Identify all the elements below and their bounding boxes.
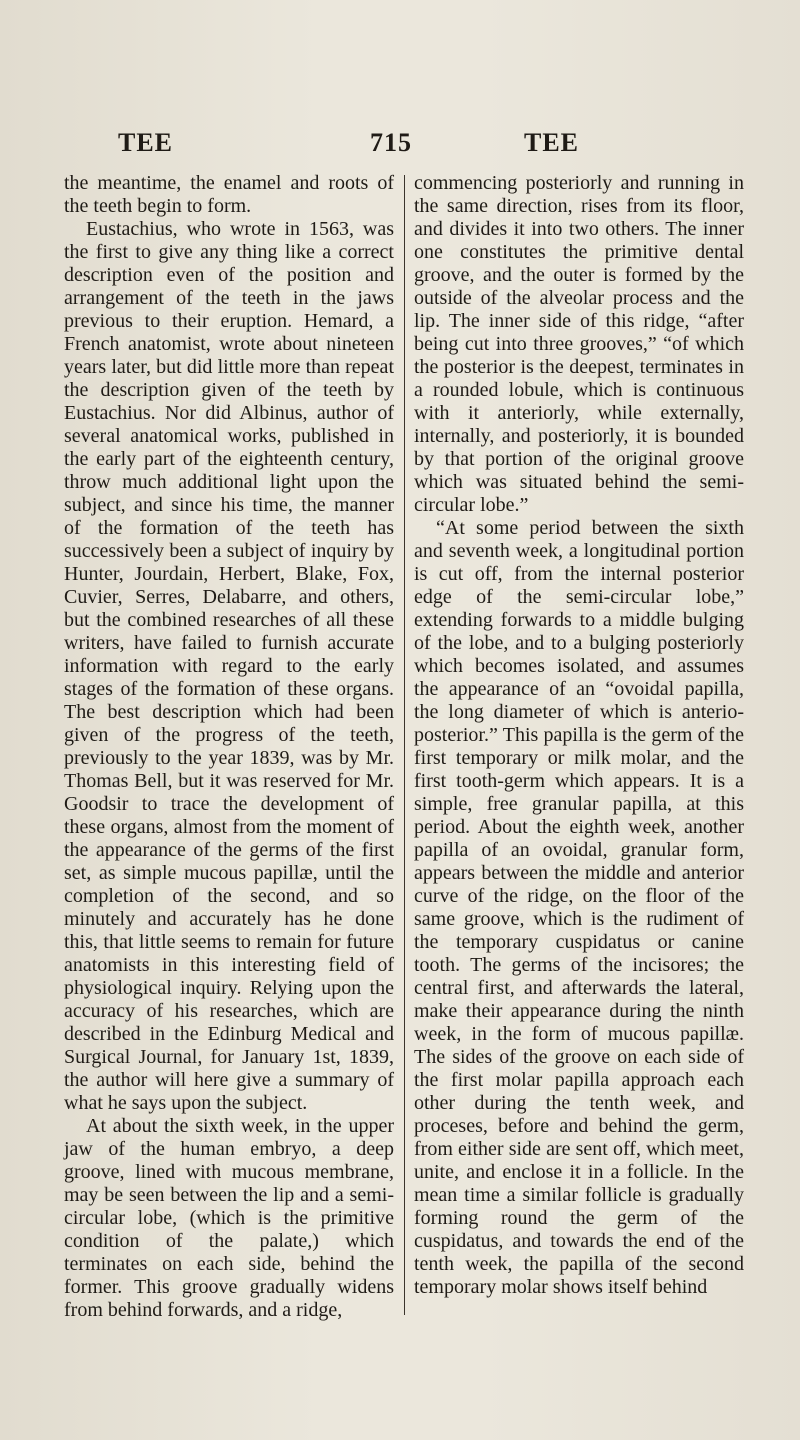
right-paragraph-1: commencing posteriorly and running in the same direction, rises from its floor, and divides it into two others. The inner one constitutes the primitive dental groove, and the outer is formed by the outside of the alveolar process and the lip. The inner side of this ridge, “after being cut into three grooves,” “of which the posterior is the deepest, terminates in a rounded lobule, which is continuous with it anteriorly, while externally, internally, and posteriorly, it is bounded by that portion of the original groove which was situated behind the semi-circular lobe.” [414,172,744,516]
running-header [0,128,800,164]
left-column [64,172,394,1322]
header-left-word: TEE [118,128,174,157]
page-number: 715 [370,128,412,157]
column-divider [404,175,405,1315]
left-paragraph-2: Eustachius, who wrote in 1563, was the first to give any thing like a correct description even of the position and arrangement of the teeth in the jaws previous to their eruption. Hemard, a French anatomist, wrote about nineteen years later, but did little more than repeat the description given of the teeth by Eustachius. Nor did Albinus, author of several anatomical works, published in the early part of the eighteenth century, throw much additional light upon the subject, and since his time, the manner of the formation of the teeth has successively been a subject of inquiry by Hunter, Jourdain, Herbert, Blake, Fox, Cuvier, Serres, Delabarre, and others, but the combined researches of all these writers, have failed to furnish accurate information with regard to the early stages of the formation of these organs. The best description which had been given of the progress of the teeth, previously to the year 1839, was by Mr. Thomas Bell, but it was reserved for Mr. Goodsir to trace the development of these organs, almost from the moment of the appearance of the germs of the first set, as simple mucous papillæ, until the completion of the second, and so minutely and accurately has he done this, that little seems to remain for future anatomists in this interesting field of physiological inquiry. Relying upon the accuracy of his researches, which are described in the Edinburg Medical and Surgical Journal, for January 1st, 1839, the author will here give a summary of what he says upon the subject. [64,218,394,1114]
right-column [414,172,744,1299]
left-paragraph-3: At about the sixth week, in the upper jaw of the human embryo, a deep groove, lined with mucous membrane, may be seen between the lip and a semi-circular lobe, (which is the primitive condition of the palate,) which terminates on each side, behind the former. This groove gradually widens from behind forwards, and a ridge, [64,1115,394,1321]
header-right-word: TEE [524,128,580,157]
right-paragraph-2: “At some period between the sixth and seventh week, a longitudinal portion is cut off, from the internal posterior edge of the semi-circular lobe,” extending forwards to a middle bulging of the lobe, and to a bulging posteriorly which becomes isolated, and assumes the appearance of an “ovoidal papilla, the long diameter of which is anterio-posterior.” This papilla is the germ of the first temporary or milk molar, and the first tooth-germ which appears. It is a simple, free granular papilla, at this period. About the eighth week, another papilla of an ovoidal, granular form, appears between the middle and anterior curve of the ridge, on the floor of the same groove, which is the rudiment of the temporary cuspidatus or canine tooth. The germs of the incisores; the central first, and afterwards the lateral, make their appearance during the ninth week, in the form of mucous papillæ. The sides of the groove on each side of the first molar papilla approach each other during the tenth week, and proceses, before and behind the germ, from either side are sent off, which meet, unite, and enclose it in a follicle. In the mean time a similar follicle is gradually forming round the germ of the cuspidatus, and towards the end of the tenth week, the papilla of the second temporary molar shows itself behind [414,517,744,1298]
left-paragraph-1: the meantime, the enamel and roots of the teeth begin to form. [64,172,394,217]
